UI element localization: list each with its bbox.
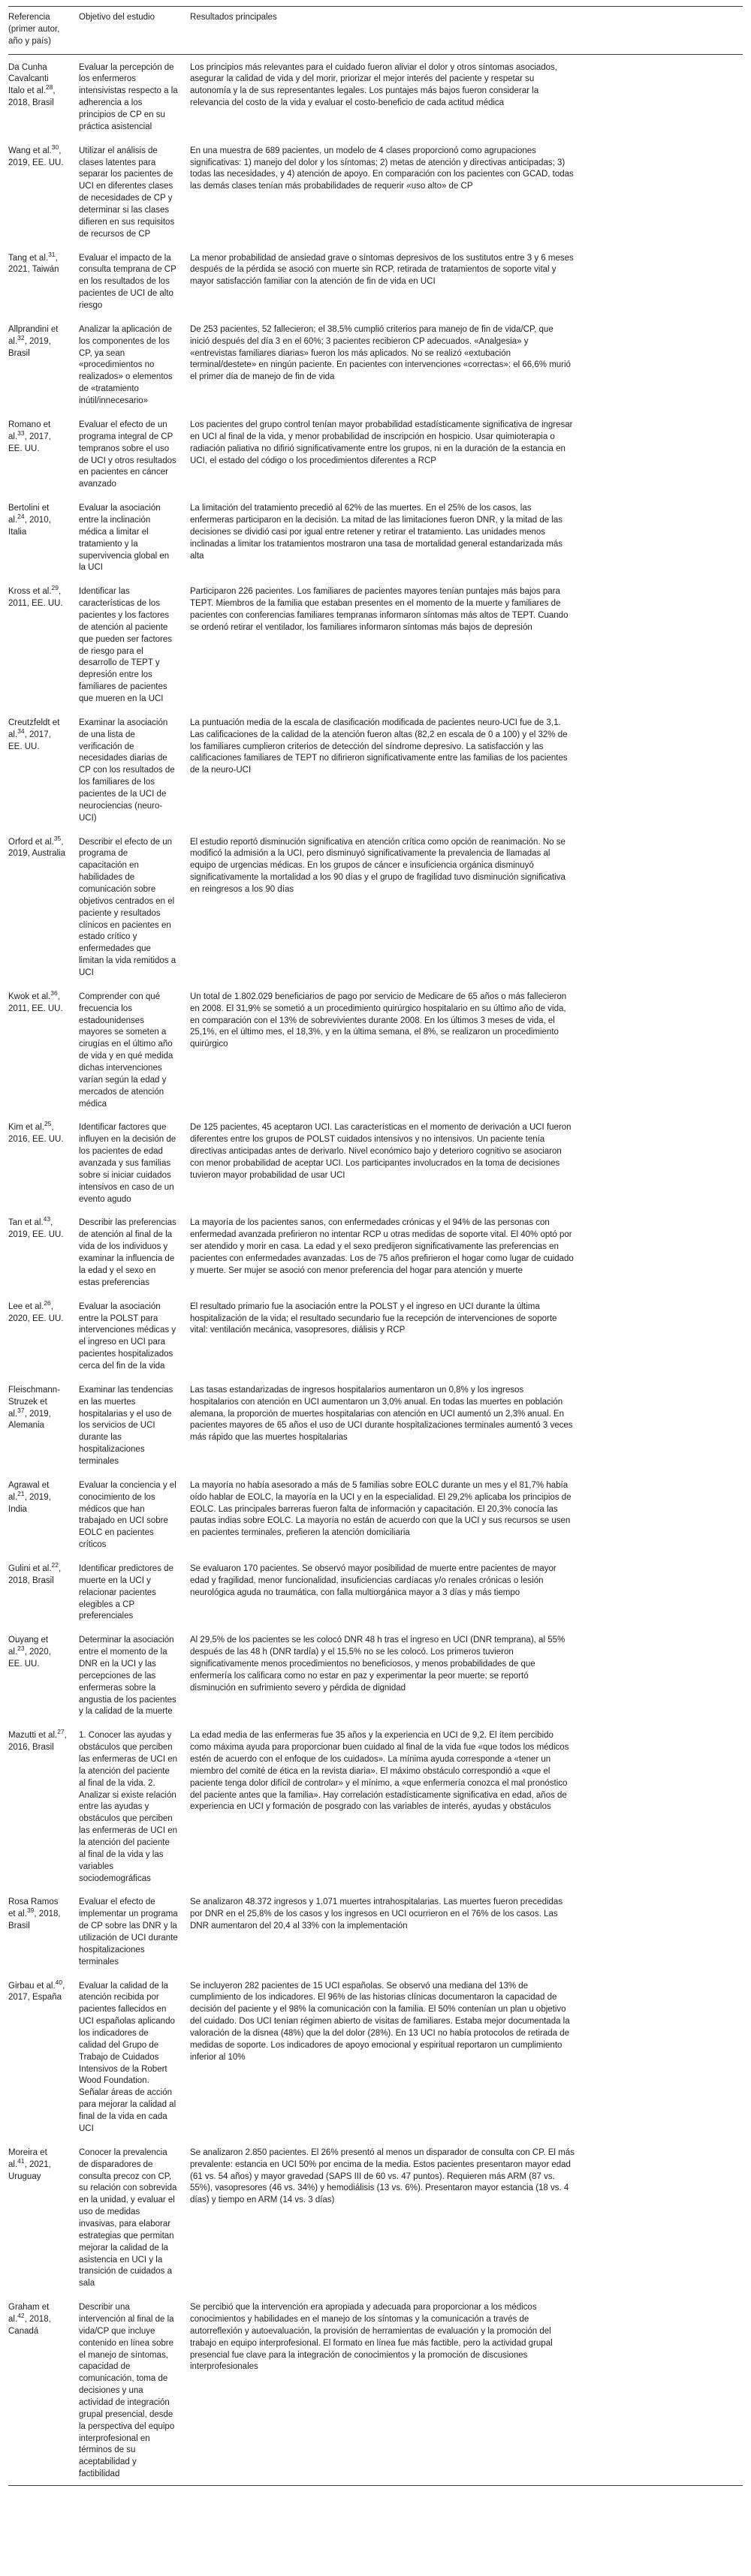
objective-cell [79,1377,190,1473]
objective-cell [79,710,190,829]
reference-year-country: , 2017, EE. UU. [8,730,51,751]
table-row [8,1210,743,1293]
reference-year-country: , 2019, Australia [8,837,66,859]
objective-cell [79,2295,190,2485]
reference-year-country: , 2010, Italia [8,515,51,537]
objective-text: Analizar la aplicación de los componentes de los CP, ya sean «procedimientos no realizados» o elementos de «tratamiento inútil/innecesario» [79,324,173,406]
results-text: De 125 pacientes, 45 aceptaron UCI. Las características en el momento de derivación a UCI fueron diferentes entre los grupos de POLST cuidados intensivos y no intensivos. Un paciente tenía directivas anticipadas antes de derivarlo. Nivel económico bajo y deterioro cognitivo se asociaron con menor probabilidad de aceptar UCI. Los participantes involucrados en la toma de decisiones tuvieron mayor probabilidad de usar UCI [190,1123,572,1180]
objective-cell [79,1115,190,1210]
results-text: Participaron 226 pacientes. Los familiares de pacientes mayores tenían puntajes más bajos para TEPT. Miembros de la familia que estaban presentes en el momento de la muerte y familiares de pacientes con conferencias familiares tempranas informaron síntomas más altos de TEPT. Cuando se ordenó retirar el ventilador, los familiares informaron síntomas más bajos de depresión [190,587,569,632]
results-text: El resultado primario fue la asociación entre la POLST y el ingreso en UCI durante la última hospitalización de la vida; el resultado secundario fue la recepción de intervenciones de soporte vital: ventilación mecánica, vasopresores, diálisis y RCP [190,1302,557,1335]
reference-year-country: , 2020, EE. UU. [8,1648,51,1669]
results-text: Un total de 1.802.029 beneficiarios de pago por servicio de Medicare de 65 años o más fallecieron en 2008. El 31,9% se sometió a un procedimiento quirúrgico hospitalario en su último año de vida, en comparación con el 13% de sobrevivientes durante 2008. En los últimos 3 meses de vida, el 25,1%, en el último mes, el 18,3%, y en la última semana, el 8%, se realizaron un procedimiento quirúrgico [190,992,567,1049]
objective-cell [79,2140,190,2295]
objective-text: Evaluar el impacto de la consulta temprana de CP en los resultados de los pacientes de UCI de alto riesgo [79,253,176,311]
citation-number: 34 [17,727,25,735]
results-cell [190,710,743,829]
objective-text: Examinar la asociación de una lista de verificación de necesidades diarias de CP con los resultados de los familiares de los pacientes de la UCI de neurociencias (neuro-UCI) [79,718,175,823]
table-row [8,2140,743,2295]
table-row [8,1973,743,2140]
reference-cell [8,138,79,245]
reference-author: Mazutti et al. [8,1731,58,1741]
table-row [8,1377,743,1473]
results-cell [190,317,743,412]
table-row [8,317,743,412]
table-row [8,495,743,579]
table-row [8,412,743,495]
results-cell [190,1473,743,1556]
reference-author: Ouyang et al. [8,1636,49,1657]
citation-number: 21 [17,1489,25,1497]
reference-year-country: , 2019, Brasil [8,336,51,358]
results-text: La puntuación media de la escala de clasificación modificada de pacientes neuro-UCI fue de 3,1. Las calificaciones de la calidad de la atención fueron altas (82,2 en escala de 0 a 100) y el 32% de los familiares cumplieron criterios de detección del síndrome depresivo. La satisfacción y las calificaciones familiares de TEPT no difirieron significativamente entre las familias de los pacientes de la neuro-UCI [190,718,568,775]
objective-cell [79,1473,190,1556]
results-text: La limitación del tratamiento precedió al 62% de las muertes. En el 25% de los casos, las enfermeras participaron en la decisión. La mitad de las limitaciones fueron DNR, y la mitad de las decisiones se dividió casi por igual entre retener y retirar el tratamiento. Las unidades menos inclinadas a limitar los tratamientos mostraron una tasa de mortalidad general estandarizada más alta [190,504,563,561]
citation-number: 36 [50,989,58,998]
objective-cell [79,1556,190,1627]
objective-text: Describir el efecto de un programa de capacitación en habilidades de comunicación sobre objetivos centrados en el paciente y resultados clínicos en pacientes en estado crítico y enfermedades que limitan la vida remitidos a UCI [79,837,176,978]
citation-number: 30 [51,143,59,151]
reference-author: Creutzfeldt et al. [8,718,60,739]
reference-author: Girbau et al. [8,1981,56,1991]
reference-cell [8,245,79,317]
objective-text: Identificar predictores de muerte en la UCI y relacionar pacientes elegibles a CP preferenciales [79,1563,173,1621]
results-cell [190,1377,743,1473]
reference-year-country: , 2019, India [8,1492,51,1514]
objective-cell [79,138,190,245]
table-row [8,1556,743,1627]
citation-number: 43 [43,1215,51,1223]
objective-text: 1. Conocer las ayudas y obstáculos que perciben las enfermeras de UCI en la atención del paciente al final de la vida. 2. Analizar si existe relación entre las ayudas y obstáculos que perciben las enfermeras de UCI en la atención del paciente al final de la vida y las variables sociodemográficas [79,1731,178,1883]
results-cell [190,138,743,245]
citation-number: 39 [26,1906,35,1915]
objective-cell [79,495,190,579]
citation-number: 29 [51,584,59,592]
results-text: Se percibió que la intervención era apropiada y adecuada para proporcionar a los médicos conocimientos y habilidades en el manejo de los síntomas y la comunicación a través de autorreflexión y autoevaluación, la provisión de herramientas de evaluación y la promoción del trabajo en equipo interprofesional. El formato en línea fue más factible, pero la actividad grupal presencial fue clave para la integración de conocimientos y la promoción de discusiones interprofesionales [190,2303,553,2372]
objective-cell [79,829,190,984]
results-cell [190,1556,743,1627]
objective-text: Evaluar la asociación entre la POLST para intervenciones médicas y el ingreso en UCI para pacientes hospitalizados cerca del fin de la vida [79,1302,176,1371]
results-text: La mayoría de los pacientes sanos, con enfermedades crónicas y el 94% de las personas con enfermedad avanzada prefirieron no intentar RCP u otras medidas de soporte vital. El 40% optó por ser atendido y morir en casa. La edad y el sexo predijeron significativamente las preferencias en pacientes con enfermedades avanzadas. Los de 75 años prefirieron el hogar como lugar de cuidado y muerte. Ser mujer se asoció con menor preferencia del hogar para atención y muerte [190,1218,574,1275]
reference-year-country: , 2018, Brasil [8,1563,62,1585]
reference-author: Da Cunha Cavalcanti Italo et al. [8,62,49,96]
reference-cell [8,1377,79,1473]
objective-text: Identificar las características de los pacientes y los factores de atención al paciente que pueden ser factores de riesgo para el desarrollo de TEPT y depresión entre los familiares de pacientes que mueren en la UCI [79,587,173,703]
results-text: Los principios más relevantes para el cuidado fueron aliviar el dolor y otros síntomas asociados, asegurar la calidad de vida y del morir, priorizar el mejor interés del paciente y respetar su autonomía y la de sus representantes legales. Los puntajes más bajos fueron considerar la relevancia del costo de la vida y evaluar el costo-beneficio de cada actitud médica [190,62,558,108]
reference-author: Orford et al. [8,837,54,847]
reference-author: Romano et al. [8,420,51,441]
objective-cell [79,1723,190,1889]
table-body [8,54,743,2485]
reference-author: Kim et al. [8,1123,44,1133]
results-text: Las tasas estandarizadas de ingresos hospitalarios aumentaron un 0,8% y los ingresos hospitalarios con atención en UCI aumentaron un 3,0% anual. En todas las muertes en población alemana, la proporción de muertes hospitalarias con atención en UCI aumentó un 2,3% anual. En pacientes mayores de 65 años el uso de UCI durante hospitalizaciones terminales aumentó 3 veces más rápido que las muertes hospitalarias [190,1385,573,1443]
results-text: Se analizaron 2.850 pacientes. El 26% presentó al menos un disparador de consulta con CP. El más prevalente: estancia en UCI 50% por encima de la media. Estos pacientes presentaron mayor edad (61 vs. 54 años) y mayor gravedad (SAPS III de 60 vs. 47 puntos). Requieren más ARM (87 vs. 55%), vasopresores (46 vs. 34%) y hemodiálisis (13 vs. 6%). Presentaron mayor estancia (18 vs. 4 días) y tiempo en ARM (14 vs. 3 días) [190,2147,575,2205]
table-row [8,138,743,245]
objective-text: Describir las preferencias de atención al final de la vida de los individuos y examinar la influencia de la edad y el sexo en estas preferencias [79,1218,176,1287]
table-row [8,829,743,984]
results-text: Los pacientes del grupo control tenían mayor probabilidad estadísticamente significativa de ingresar en UCI al final de la vida, y menor probabilidad de inscripción en hospicio. Usar quimioterapia o radiación paliativa no difirió significativamente entre los grupos, ni en la duración de la estancia en UCI, el estado del código o los procedimientos diferentes a RCP [190,420,573,465]
reference-year-country: , 2016, Brasil [8,1731,67,1753]
objective-cell [79,984,190,1115]
reference-year-country: , 2019, EE. UU. [8,146,64,167]
results-cell [190,245,743,317]
header-objective: Objetivo del estudio [79,7,190,55]
reference-author: Fleischmann-Struzek et al. [8,1385,61,1419]
reference-cell [8,1627,79,1723]
citation-number: 40 [55,1978,63,1986]
reference-cell [8,829,79,984]
citation-number: 24 [17,513,25,521]
citation-number: 37 [17,1406,25,1414]
objective-text: Evaluar la calidad de la atención recibida por pacientes fallecidos en UCI españolas aplicando los indicadores de calidad del Grupo de Trabajo de Cuidados Intensivos de la Robert Wood Foundation. Señalar áreas de acción para mejorar la calidad al final de la vida en cada UCI [79,1981,176,2133]
reference-year-country: , 2019, EE. UU. [8,1218,64,1240]
citation-number: 33 [17,429,25,437]
reference-year-country: , 2016, EE. UU. [8,1123,64,1145]
reference-author: Allprandini et al. [8,324,59,346]
citation-number: 42 [17,2312,25,2320]
results-cell [190,1889,743,1973]
objective-text: Utilizar el análisis de clases latentes para separar los pacientes de UCI en diferentes clases de necesidades de CP y determinar si las clases difieren en sus requisitos de recursos de CP [79,146,175,239]
studies-review-table [8,6,743,2486]
reference-author: Gulini et al. [8,1563,52,1573]
table-row [8,579,743,710]
reference-cell [8,1973,79,2140]
reference-cell [8,579,79,710]
reference-cell [8,1115,79,1210]
results-text: De 253 pacientes, 52 fallecieron; el 38,5% cumplió criterios para manejo de fin de vida/CP, que inició después del día 3 en el 60%; 3 pacientes recibieron CP adecuados. «Analgesia» y «entrevistas familiares diarias» fueron los más aplicados. No se realizó «extubación terminal/destete» en ningún paciente. En pacientes con intervenciones «correctas»: el 66,6% murió el primer día de manejo de fin de vida [190,324,571,382]
results-cell [190,495,743,579]
table-header-row [8,7,743,55]
reference-cell [8,1889,79,1973]
objective-cell [79,1889,190,1973]
results-cell [190,1973,743,2140]
citation-number: 28 [45,83,53,92]
objective-cell [79,245,190,317]
citation-number: 25 [44,1120,52,1128]
reference-cell [8,2295,79,2485]
reference-year-country: , 2017, España [8,1981,65,2003]
reference-author: Rosa Ramos et al. [8,1897,59,1919]
results-cell [190,984,743,1115]
table-row [8,984,743,1115]
objective-text: Identificar factores que influyen en la decisión de los pacientes de edad avanzada y sus familias sobre si iniciar cuidados intensivos en caso de un evento agudo [79,1123,176,1204]
objective-cell [79,54,190,138]
reference-year-country: , 2019, Alemania [8,1409,51,1431]
results-text: Al 29,5% de los pacientes se les colocó DNR 48 h tras el ingreso en UCI (DNR temprana), al 55% después de las 48 h (DNR tardía) y el 15,5% no se les colocó. Los primeros tuvieron significativamente menos procedimientos no beneficiosos, y menos probabilidades de que enfermería los calificara como no estar en paz y experimentar la peor muerte; se reportó disminución en sufrimiento severo y pérdida de dignidad [190,1636,566,1693]
citation-number: 32 [17,333,25,342]
reference-cell [8,495,79,579]
reference-cell [8,1473,79,1556]
objective-text: Determinar la asociación entre el momento de la DNR en la UCI y las percepciones de las enfermeras sobre la angustia de los pacientes y la calidad de la muerte [79,1636,176,1717]
results-cell [190,829,743,984]
results-cell [190,1210,743,1293]
reference-cell [8,317,79,412]
reference-year-country: , 2011, EE. UU. [8,587,63,609]
objective-text: Evaluar el efecto de implementar un programa de CP sobre las DNR y la utilización de UCI durante hospitalizaciones terminales [79,1897,178,1967]
reference-year-country: , 2021, Uruguay [8,2159,51,2181]
objective-cell [79,412,190,495]
table-row [8,1889,743,1973]
reference-cell [8,2140,79,2295]
reference-author: Agrawal et al. [8,1480,50,1502]
table-row [8,1294,743,1377]
reference-cell [8,1294,79,1377]
objective-cell [79,1973,190,2140]
table-row [8,54,743,138]
reference-cell [8,1556,79,1627]
reference-cell [8,1723,79,1889]
reference-author: Tan et al. [8,1218,44,1228]
results-text: La edad media de las enfermeras fue 35 años y la experiencia en UCI de 9,2. El ítem percibido como máxima ayuda para proporcionar buen cuidado al final de la vida fue «que todos los médicos estén de acuerdo con el enfoque de los cuidados». La mínima ayuda corresponde a «tener un miembro del comité de ética en la revista diaria». El máximo obstáculo correspondió a «que el paciente tenga dolor difícil de controlar» y el mínimo, a «que enfermería conozca el mal pronóstico del paciente antes que la familia». Hay correlación estadísticamente significativa en edad, años de experiencia en UCI y formación de posgrado con las variables de interés, ayudas y obstáculos [190,1731,569,1812]
results-cell [190,54,743,138]
reference-cell [8,54,79,138]
results-cell [190,1627,743,1723]
objective-text: Examinar las tendencias en las muertes hospitalarias y el uso de los servicios de UCI durante las hospitalizaciones terminales [79,1385,173,1466]
results-cell [190,1115,743,1210]
table-row [8,245,743,317]
table-row [8,2295,743,2485]
reference-cell [8,710,79,829]
objective-text: Evaluar la percepción de los enfermeros intensivistas respecto a la adherencia a los principios de CP en su práctica asistencial [79,62,178,131]
citation-number: 41 [17,2156,25,2165]
reference-year-country: , 2011, EE. UU. [8,992,63,1013]
reference-author: Lee et al. [8,1302,44,1311]
table-row [8,1723,743,1889]
reference-author: Wang et al. [8,146,52,155]
header-results: Resultados principales [190,7,743,55]
objective-cell [79,317,190,412]
results-text: Se analizaron 48.372 ingresos y 1.071 muertes intrahospitalarias. Las muertes fueron precedidas por DNR en el 25,8% de los casos y los ingresos en UCI ocurrieron en el 76% de los casos. Las DNR aumentaron del 20,4 al 33% con la implementación [190,1897,563,1931]
results-cell [190,412,743,495]
reference-cell [8,1210,79,1293]
table-row [8,1627,743,1723]
results-cell [190,1723,743,1889]
reference-author: Tang et al. [8,253,49,263]
objective-text: Evaluar el efecto de un programa integral de CP tempranos sobre el uso de UCI y otros resultados en pacientes en cáncer avanzado [79,420,176,489]
objective-cell [79,579,190,710]
citation-number: 22 [51,1561,59,1569]
table-row [8,1473,743,1556]
reference-author: Moreira et al. [8,2147,47,2169]
results-text: El estudio reportó disminución significativa en atención crítica como opción de reanimación. No se modificó la admisión a la UCI, pero disminuyó significativamente la prevalencia de llamadas al equipo de urgencias médicas. En los grupos de cáncer e insuficiencia orgánica disminuyó significativamente la mortalidad a los 90 días y el grupo de fragilidad tuvo disminución significativa en reingresos a los 90 días [190,837,566,894]
objective-text: Evaluar la conciencia y el conocimiento de los médicos que han trabajado en UCI sobre EOLC en pacientes críticos [79,1480,176,1550]
results-text: Se evaluaron 170 pacientes. Se observó mayor posibilidad de muerte entre pacientes de mayor edad y fragilidad, menor funcionalidad, insuficiencias cardíacas y/o renales crónicas o lesión neurológica aguda no traumática, con falla multiorgánica mayor a 3 días y más tiempo [190,1563,556,1597]
reference-year-country: , 2020, EE. UU. [8,1302,64,1323]
results-cell [190,2140,743,2295]
reference-author: Kwok et al. [8,992,51,1001]
table-row [8,1115,743,1210]
results-text: La mayoría no había asesorado a más de 5 familias sobre EOLC durante un mes y el 81,7% había oído hablar de EOLC, la mayoría en la UCI y en la especialidad. El 29,2% aplicaba los principios de EOLC. Las principales barreras fueron falta de información y capacitación. El 20,3% conocía las pautas indias sobre EOLC. La mayoría no están de acuerdo con que la UCI y sus recursos se usen en pacientes terminales, prefieren la atención domiciliaria [190,1480,572,1538]
reference-author: Bertolini et al. [8,504,50,525]
citation-number: 26 [44,1299,51,1307]
reference-year-country: , 2021, Taiwán [8,253,59,275]
reference-author: Kross et al. [8,587,52,597]
objective-text: Conocer la prevalencia de disparadores de consulta precoz con CP, su relación con sobrevida en la unidad, y evaluar el uso de medidas invasivas, para elaborar estrategias que permitan mejorar la calidad de la asistencia en UCI y la transición de cuidados a sala [79,2147,177,2289]
reference-author: Graham et al. [8,2303,50,2324]
results-text: Se incluyeron 282 pacientes de 15 UCI españolas. Se observó una mediana del 13% de cumplimiento de los indicadores. El 96% de las historias clínicas documentaron la capacidad de decisión del paciente y el 98% la comunicación con la familia. El 50% contenían un plan u objetivo del cuidado. Dos UCI tenían régimen abierto de visitas de familiares. Estaba mejor documentada la valoración de la disnea (48%) que la del dolor (28%). En 13 UCI no había protocolos de retirada de medidas de soporte. Los indicadores de apoyo emocional y espiritual reportaron un cumplimiento inferior al 10% [190,1981,570,2062]
results-cell [190,1294,743,1377]
results-cell [190,579,743,710]
reference-year-country: , 2017, EE. UU. [8,432,51,453]
reference-cell [8,412,79,495]
reference-year-country: , 2018, Canadá [8,2314,51,2336]
citation-number: 31 [48,250,56,258]
objective-cell [79,1294,190,1377]
citation-number: 27 [57,1728,65,1736]
citation-number: 23 [17,1645,25,1653]
reference-year-country: , 2018, Brasil [8,1909,61,1931]
objective-cell [79,1627,190,1723]
objective-text: Evaluar la asociación entre la inclinación médica a limitar el tratamiento y la supervivencia global en la UCI [79,504,170,573]
citation-number: 35 [53,834,62,842]
reference-cell [8,984,79,1115]
objective-cell [79,1210,190,1293]
table-row [8,710,743,829]
header-reference: Referencia (primer autor, año y país) [8,7,79,55]
reference-year-country: , 2018, Brasil [8,86,56,108]
results-text: La menor probabilidad de ansiedad grave o síntomas depresivos de los sustitutos entre 3 y 6 meses después de la pérdida se asoció con muerte sin RCP, retirada de tratamientos de soporte vital y mayor satisfacción familiar con la atención de fin de vida en UCI [190,253,574,287]
results-text: En una muestra de 689 pacientes, un modelo de 4 clases proporcionó como agrupaciones significativas: 1) manejo del dolor y los síntomas; 2) metas de atención y directivas anticipadas; 3) todas las necesidades, y 4) atención de apoyo. En comparación con los pacientes con GCAD, todas las demás clases tenían más probabilidades de requerir «uso alto» de CP [190,146,574,191]
objective-text: Describir una intervención al final de la vida/CP que incluye contenido en línea sobre el manejo de síntomas, capacidad de comunicación, toma de decisiones y una actividad de integración grupal presencial, desde la perspectiva del equipo interprofesional en términos de su aceptabilidad y factibilidad [79,2303,175,2479]
objective-text: Comprender con qué frecuencia los estadounidenses mayores se someten a cirugías en el último año de vida y en qué medida dichas intervenciones varían según la edad y mercados de atención médica [79,992,173,1109]
results-cell [190,2295,743,2485]
